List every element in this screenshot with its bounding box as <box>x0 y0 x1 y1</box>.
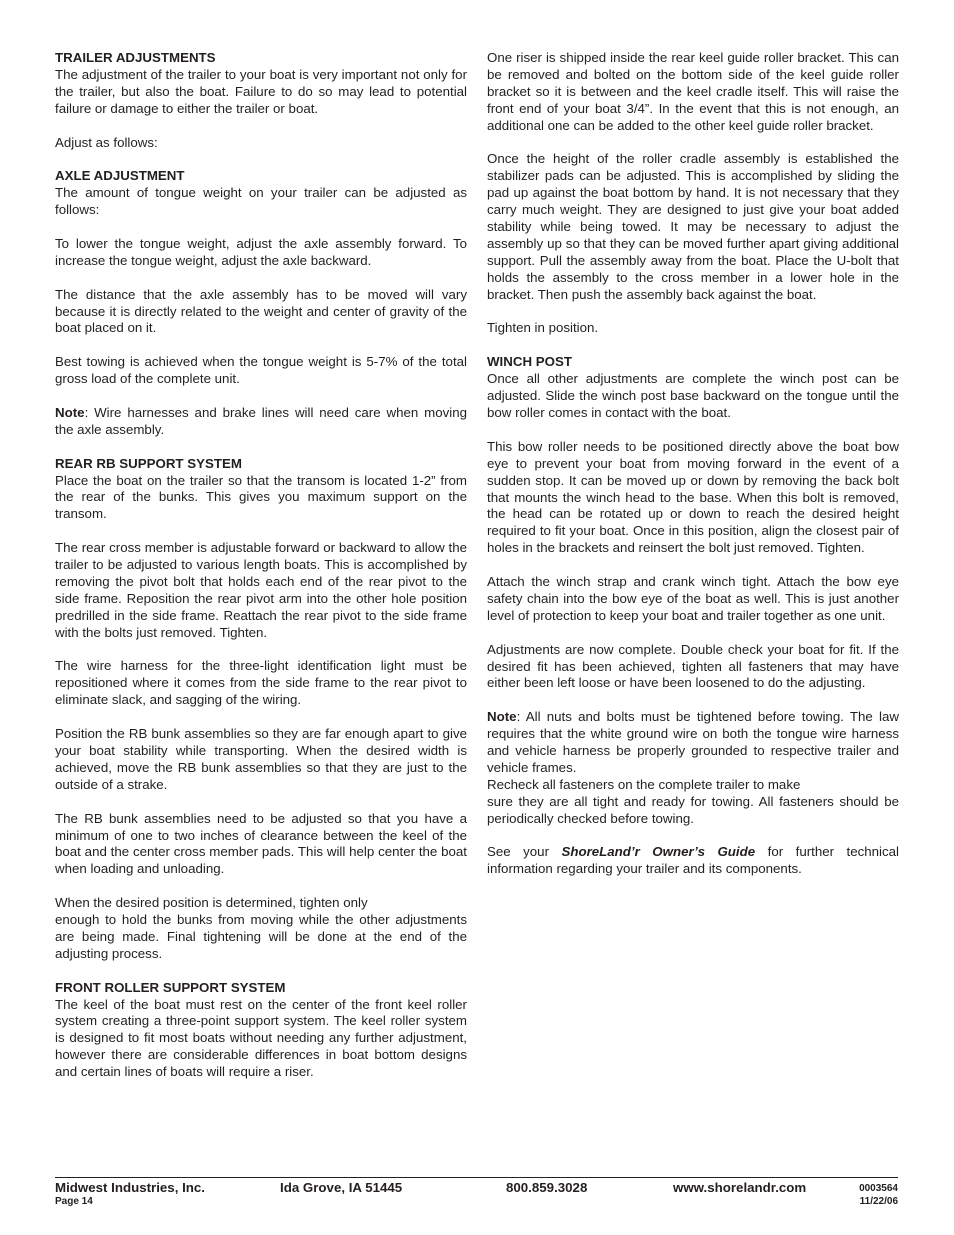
footer-website: www.shorelandr.com <box>673 1180 807 1195</box>
footer-phone: 800.859.3028 <box>506 1180 588 1195</box>
riser-paragraph-2: Once the height of the roller cradle assembly is established the stabilizer pads can be adjusted. This is accomplished by sliding the pad up against the boat bottom by hand. It is not necessary that they carry much weight. They are designed to just give your boat added stability while being towed. It may be necessary to adjust the assembly up so that they can be moved further apart giving additional support. Pull the assembly away from the boat. Place the U-bolt that holds the assembly to the cross member in a lower hole in the bracket. Then push the assembly back against the boat. <box>487 151 899 302</box>
heading-winch-post: WINCH POST <box>487 354 572 370</box>
note-text: : All nuts and bolts must be tightened before towing. The law requires that the white ground wire on both the tongue wire harness and vehicle harness be properly grounded to respective trailer and vehicle frames. <box>487 709 899 775</box>
footer-divider <box>55 1177 898 1178</box>
winch-paragraph-1: Once all other adjustments are complete the winch post can be adjusted. Slide the winch post base backward on the tongue until the bow roller comes in contact with the boat. <box>487 371 899 420</box>
axle-paragraph-2: To lower the tongue weight, adjust the axle assembly forward. To increase the tongue weight, adjust the axle backward. <box>55 235 467 268</box>
winch-note <box>487 709 899 777</box>
footer-doc-code: 0003564 <box>859 1183 898 1194</box>
rear-rb-paragraph-6 <box>55 895 467 963</box>
axle-paragraph-3: The distance that the axle assembly has to be moved will vary because it is directly related to the weight and center of gravity of the boat placed on it. <box>55 286 467 336</box>
axle-note <box>55 405 467 439</box>
footer-company: Midwest Industries, Inc. <box>55 1180 205 1195</box>
winch-paragraph-2: This bow roller needs to be positioned directly above the boat bow eye to prevent your boat from moving forward in the event of a sudden stop. It can be moved up or down by removing the back bolt that mounts the winch head to the base. When this bolt is removed, the head can be rotated up or down to reach the desired height required to fit your boat. Once in this position, align the closest pair of holes in the brackets and reinsert the bolt just removed. Tighten. <box>487 438 899 556</box>
rear-rb-paragraph-1: Place the boat on the trailer so that the transom is located 1-2” from the rear of the bunks. This gives you maximum support on the transom. <box>55 472 467 522</box>
rear-rb-paragraph-6-line1: When the desired position is determined, tighten only <box>55 895 368 911</box>
note-label: Note <box>55 404 85 420</box>
see-suffix: for further technical information regarding your trailer and its components. <box>487 844 900 877</box>
note-text: : Wire harnesses and brake lines will need care when moving the axle assembly. <box>55 404 467 437</box>
owners-guide-title: ShoreLand’r Owner’s Guide <box>561 844 756 860</box>
riser-paragraph-3: Tighten in position. <box>487 320 599 336</box>
footer-date: 11/22/06 <box>859 1196 898 1207</box>
heading-axle-adjustment: AXLE ADJUSTMENT <box>55 168 185 184</box>
footer-city: Ida Grove, IA 51445 <box>280 1180 403 1195</box>
recheck-rest: sure they are all tight and ready for towing. All fasteners should be periodically checked before towing. <box>487 793 899 826</box>
axle-paragraph-4: Best towing is achieved when the tongue weight is 5-7% of the total gross load of the complete unit. <box>55 354 467 387</box>
front-roller-paragraph-1: The keel of the boat must rest on the center of the front keel roller system creating a three-point support system. The keel roller system is designed to fit most boats without needing any further adjustment, however there are considerable differences in boat bottom designs and certain lines of boats will require a riser. <box>55 996 467 1080</box>
rear-rb-paragraph-3: The wire harness for the three-light identification light must be repositioned where it comes from the side frame to the rear pivot to eliminate slack, and sagging of the wiring. <box>55 658 467 708</box>
rear-rb-paragraph-2: The rear cross member is adjustable forward or backward to allow the trailer to be adjusted to various length boats. This is accomplished by removing the pivot bolt that holds each end of the rear pivot to the side frame. Reposition the rear pivot arm into the other hole position predrilled in the side frame. Reattach the rear pivot to the side frame with the bolts just removed. Tighten. <box>55 540 467 640</box>
left-column <box>55 50 467 1098</box>
heading-front-roller-support: FRONT ROLLER SUPPORT SYSTEM <box>55 979 286 995</box>
owners-guide-paragraph <box>487 844 899 878</box>
recheck-paragraph <box>487 777 899 828</box>
footer-page-number: Page 14 <box>55 1196 93 1207</box>
heading-trailer-adjustments: TRAILER ADJUSTMENTS <box>55 50 216 65</box>
note-label: Note <box>487 709 517 725</box>
rear-rb-paragraph-5: The RB bunk assemblies need to be adjusted so that you have a minimum of one to two inches of clearance between the keel of the boat and the center cross member pads. This will help center the boat when loading and unloading. <box>55 810 467 877</box>
winch-paragraph-4: Adjustments are now complete. Double check your boat for fit. If the desired fit has been achieved, tighten all fasteners that may have either been left loose or have been loosened to do the adjusting. <box>487 641 899 691</box>
right-column <box>487 50 899 895</box>
trailer-adjustments-paragraph: The adjustment of the trailer to your boat is very important not only for the trailer, but also the boat. Failure to do so may lead to potential failure or damage to either the trailer or boat. <box>55 66 467 116</box>
winch-paragraph-3: Attach the winch strap and crank winch tight. Attach the bow eye safety chain into the bow eye of the boat as well. This is just another level of protection to keep your boat and trailer together as one unit. <box>487 574 899 623</box>
recheck-line1: Recheck all fasteners on the complete trailer to make <box>487 776 801 792</box>
rear-rb-paragraph-4: Position the RB bunk assemblies so they are far enough apart to give your boat stability while transporting. When the desired width is achieved, move the RB bunk assemblies so that they are just to the outside of a strake. <box>55 726 467 792</box>
heading-rear-rb-support: REAR RB SUPPORT SYSTEM <box>55 455 242 471</box>
see-prefix: See your <box>487 844 562 860</box>
rear-rb-paragraph-6-rest: enough to hold the bunks from moving while the other adjustments are being made. Final tightening will be done at the end of the adjusting process. <box>55 912 467 961</box>
page-footer <box>55 1180 898 1212</box>
riser-paragraph-1: One riser is shipped inside the rear keel guide roller bracket. This can be removed and bolted on the bottom side of the keel guide roller bracket so it is between and the keel cradle itself. This will raise the front end of your boat 3/4”. In the event that this is not enough, an additional one can be added to the other keel guide roller bracket. <box>487 50 899 133</box>
adjust-as-follows: Adjust as follows: <box>55 134 158 150</box>
axle-paragraph-1: The amount of tongue weight on your trailer can be adjusted as follows: <box>55 185 467 218</box>
